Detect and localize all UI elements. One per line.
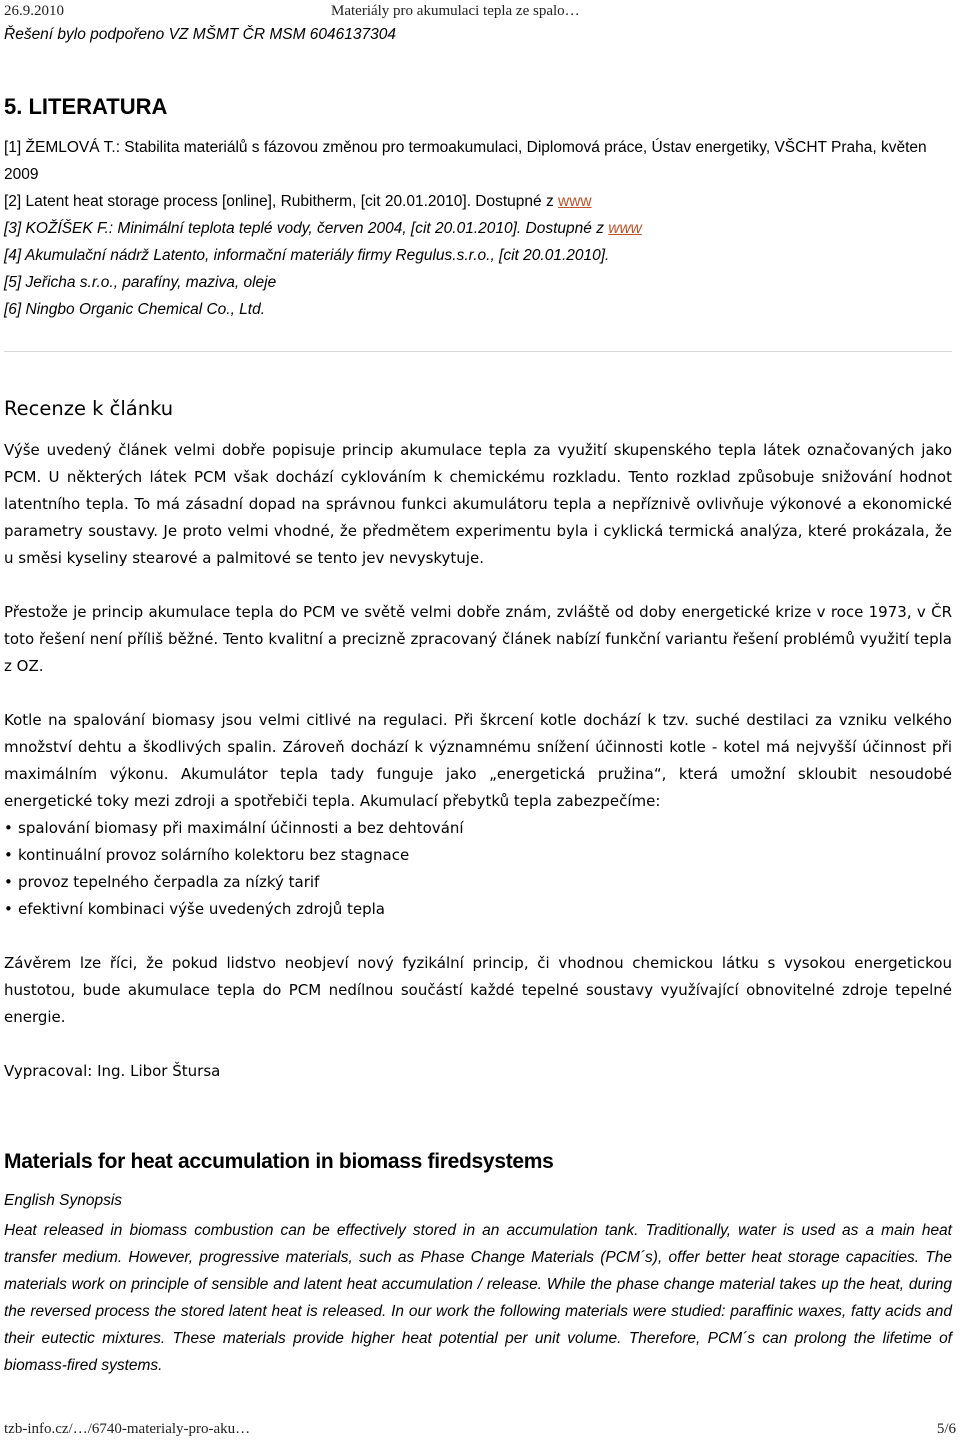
english-synopsis: Heat released in biomass combustion can be effectively stored in an accumulation tank. Traditionally, water is used as a main heat transfer medium. However, progressive materials, such as Phase Change Materials (PCM´s), offer better heat storage capacities. The materials work on principle of sensible and latent heat accumulation / release. While the phase change material takes up the heat, during the reversed process the stored latent heat is released. In our work the following materials were studied: paraffinic waxes, fatty acids and their eutectic mixtures. These materials provide higher heat potential per unit volume. Therefore, PCM´s can prolong the lifetime of biomass-fired systems. — [4, 1222, 952, 1374]
reference-text: [6] Ningbo Organic Chemical Co., Ltd. — [4, 301, 266, 318]
print-header-title: Materiály pro akumulaci tepla ze spalo… — [331, 3, 580, 19]
review-heading: Recenze k článku — [4, 397, 174, 420]
english-subtitle: English Synopsis — [4, 1192, 123, 1209]
review-paragraph: Výše uvedený článek velmi dobře popisuje princip akumulace tepla za využití skupenského tepla látek označovaných jako PCM. U některých látek PCM však dochází cyklováním k chemickému rozkladu. Tento rozklad způsobuje snižování hodnot latentního tepla. To má zásadní dopad na správnou funkci akumulátoru tepla a nepříznivě ovlivňuje výkonové a ekonomické parametry soustavy. Je proto velmi vhodné, že předmětem experimentu byla i cyklická termická analýza, které prokázala, že u směsi kyseliny stearové a palmitové se tento jev nevyskytuje. — [4, 441, 952, 567]
literature-heading: 5. LITERATURA — [4, 94, 168, 119]
review-author: Vypracoval: Ing. Libor Štursa — [4, 1062, 221, 1080]
support-note: Řešení bylo podpořeno VZ MŠMT ČR MSM 6046137304 — [4, 26, 397, 43]
reference-text: [1] ŽEMLOVÁ T.: Stabilita materiálů s fázovou změnou pro termoakumulaci, Diplomová práce, Ústav energetiky, VŠCHT Praha, květen 2009 — [4, 139, 927, 183]
reference-text: [3] KOŽÍŠEK F.: Minimální teplota teplé vody, červen 2004, [cit 20.01.2010]. Dostupné z — [4, 220, 609, 237]
reference-text: [4] Akumulační nádrž Latento, informační materiály firmy Regulus.s.r.o., [cit 20.01.2010]. — [4, 247, 610, 264]
reference-item — [4, 215, 956, 242]
reference-item — [4, 296, 956, 323]
reference-text: [5] Jeřicha s.r.o., parafíny, maziva, oleje — [4, 274, 277, 291]
section-divider — [4, 351, 952, 352]
review-paragraph: Kotle na spalování biomasy jsou velmi citlivé na regulaci. Při škrcení kotle dochází k tzv. suché destilaci za vzniku velkého množství dehtu a škodlivých spalin. Zároveň dochází k významnému snížení účinnosti kotle - kotel má nejvyšší účinnost při maximálním výkonu. Akumulátor tepla tady funguje jako „energetická pružina“, která umožní skloubit nesoudobé energetické toky mezi zdroji a spotřebiči tepla. Akumulací přebytků tepla zabezpečíme: — [4, 711, 952, 810]
review-body — [4, 437, 952, 1112]
print-footer-url: tzb-info.cz/…/6740-materialy-pro-aku… — [4, 1421, 251, 1437]
list-item: • spalování biomasy při maximální účinnosti a bez dehtování — [4, 815, 952, 842]
list-item: • efektivní kombinaci výše uvedených zdrojů tepla — [4, 896, 952, 923]
list-item: • kontinuální provoz solárního kolektoru bez stagnace — [4, 842, 952, 869]
reference-list — [4, 134, 956, 323]
english-title: Materials for heat accumulation in biomass firedsystems — [4, 1150, 554, 1173]
reference-link[interactable]: www — [608, 220, 642, 237]
review-paragraph: Závěrem lze říci, že pokud lidstvo neobjeví nový fyzikální princip, či vhodnou chemickou látku s vysokou energetickou hustotou, bude akumulace tepla do PCM nedílnou součástí každé tepelné soustavy využívající obnovitelné zdroje tepelné energie. — [4, 954, 952, 1026]
review-paragraph: Přestože je princip akumulace tepla do PCM ve světě velmi dobře znám, zvláště od doby energetické krize v roce 1973, v ČR toto řešení není příliš běžné. Tento kvalitní a precizně zpracovaný článek nabízí funkční variantu řešení problémů využití tepla z OZ. — [4, 603, 952, 675]
list-item: • provoz tepelného čerpadla za nízký tarif — [4, 869, 952, 896]
reference-item — [4, 134, 956, 188]
reference-item — [4, 269, 956, 296]
reference-item — [4, 188, 956, 215]
reference-link[interactable]: www — [558, 193, 592, 210]
page-number: 5/6 — [936, 1421, 956, 1437]
benefit-list — [4, 815, 952, 923]
reference-text: [2] Latent heat storage process [online], Rubitherm, [cit 20.01.2010]. Dostupné z — [4, 193, 559, 210]
print-header-date: 26.9.2010 — [4, 3, 64, 19]
reference-item — [4, 242, 956, 269]
